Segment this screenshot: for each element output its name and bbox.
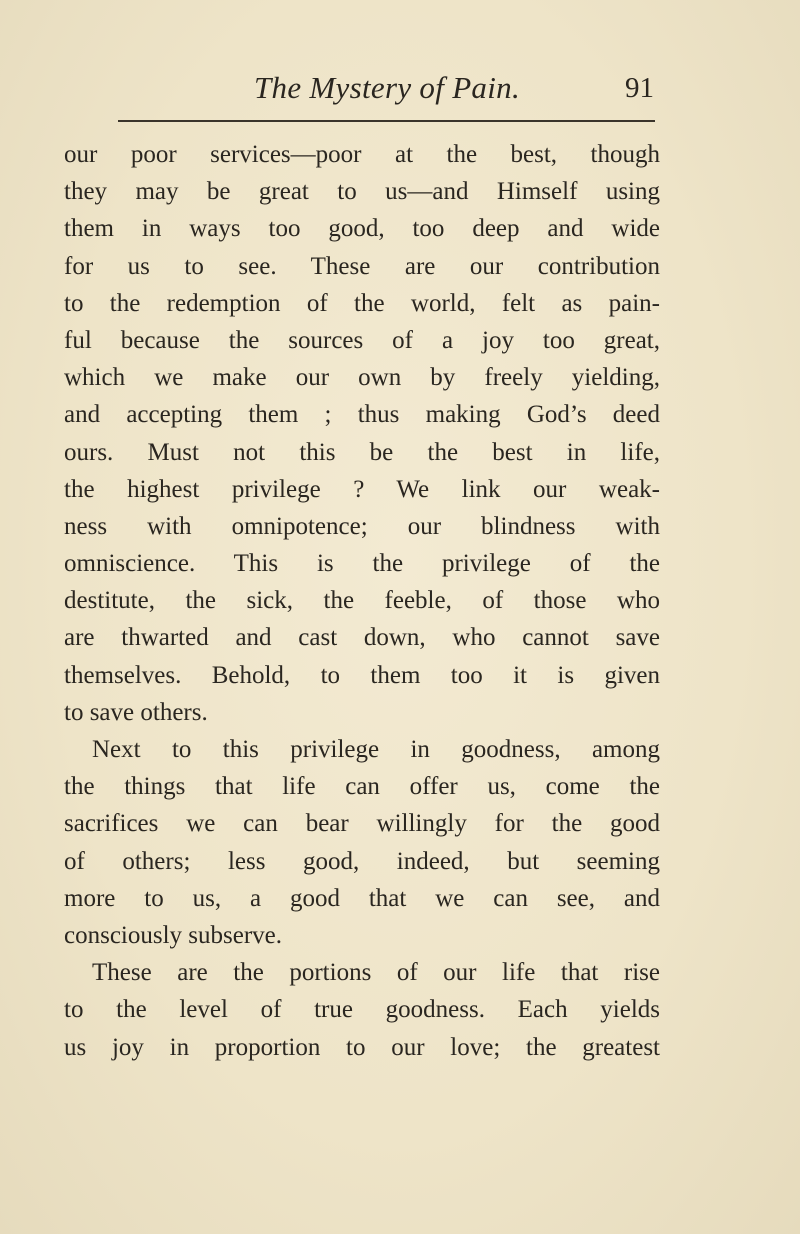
- text-line: our poor services—poor at the best, though: [64, 141, 660, 168]
- paragraph-3: [64, 954, 660, 1066]
- text-line: them in ways too good, too deep and wide: [64, 215, 660, 243]
- text-line: ours. Must not this be the best in life,: [64, 438, 660, 466]
- paragraph-1: [64, 136, 660, 731]
- text-line: are thwarted and cast down, who cannot save: [64, 624, 660, 652]
- page-number: 91: [625, 72, 654, 104]
- running-title: The Mystery of Pain.: [253, 70, 520, 105]
- text-line: Next to this privilege in goodness, among: [92, 736, 660, 763]
- text-line: These are the portions of our life that rise: [92, 959, 660, 987]
- paragraph-2: [64, 731, 660, 954]
- text-line: themselves. Behold, to them too it is given: [64, 661, 660, 689]
- text-line: omniscience. This is the privilege of the: [64, 550, 660, 578]
- text-line: consciously subserve.: [64, 921, 283, 949]
- text-line: for us to see. These are our contribution: [64, 252, 660, 280]
- text-line: to the redemption of the world, felt as pain-: [64, 289, 660, 317]
- text-line: which we make our own by freely yielding,: [64, 364, 660, 392]
- text-line: more to us, a good that we can see, and: [64, 884, 660, 912]
- text-line: the highest privilege ? We link our weak-: [64, 475, 660, 503]
- running-head: [120, 68, 654, 108]
- text-line: ful because the sources of a joy too great,: [64, 326, 660, 354]
- text-line: and accepting them ; thus making God’s deed: [64, 401, 660, 429]
- header-rule: [118, 120, 655, 122]
- text-line: of others; less good, indeed, but seeming: [64, 847, 660, 875]
- text-line: us joy in proportion to our love; the greatest: [64, 1033, 660, 1061]
- text-line: the things that life can offer us, come the: [64, 773, 660, 801]
- text-line: sacrifices we can bear willingly for the good: [64, 810, 660, 838]
- text-line: to save others.: [64, 698, 208, 726]
- text-line: they may be great to us—and Himself using: [64, 178, 660, 206]
- text-line: destitute, the sick, the feeble, of those who: [64, 587, 660, 615]
- text-line: to the level of true goodness. Each yields: [64, 996, 660, 1024]
- text-line: ness with omnipotence; our blindness with: [64, 512, 660, 540]
- body-text: [64, 136, 660, 1066]
